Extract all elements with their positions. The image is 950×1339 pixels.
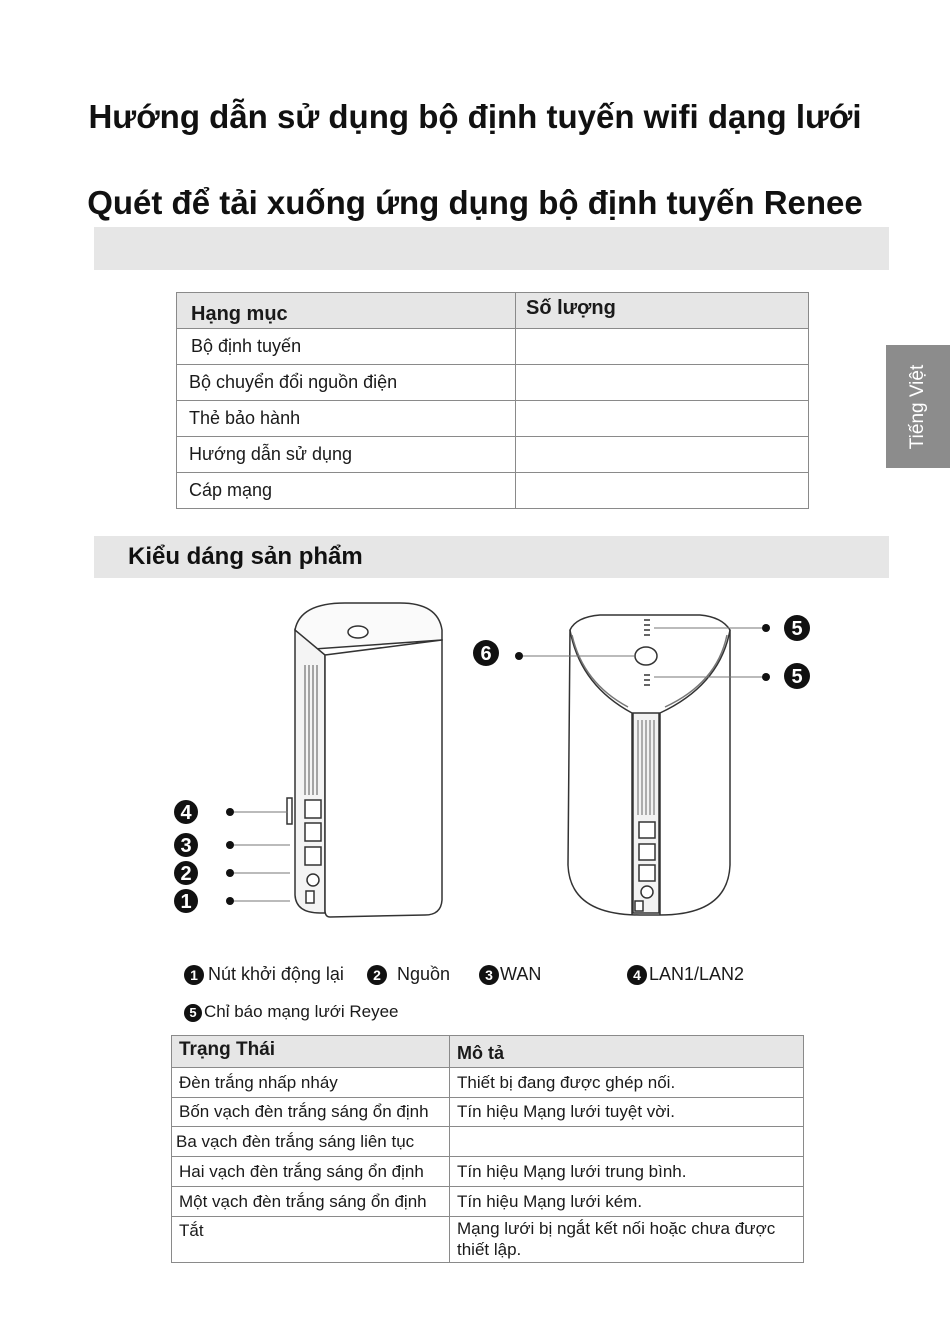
callout-5-badge: 5: [184, 1004, 202, 1022]
contents-header-qty: Số lượng: [516, 293, 809, 329]
legend-label-reset: Nút khởi động lại: [208, 964, 344, 984]
legend-item-1: [184, 964, 344, 985]
table-cell: Cáp mạng: [177, 473, 516, 509]
table-cell: [516, 437, 809, 473]
status-header-desc: Mô tả: [450, 1036, 804, 1068]
callout-3-badge: 3: [479, 965, 499, 985]
table-cell: [516, 365, 809, 401]
callout-2-label: 2: [180, 863, 192, 885]
table-cell: [450, 1127, 804, 1157]
table-cell: [516, 473, 809, 509]
table-cell: Đèn trắng nhấp nháy: [172, 1068, 450, 1098]
callout-4-label: 4: [180, 802, 192, 824]
callout-3-label: 3: [180, 835, 192, 857]
router-illustration: [0, 595, 950, 935]
legend-item-5: [184, 1002, 399, 1022]
language-tab-label: Tiếng Việt: [907, 364, 928, 449]
table-cell: Tín hiệu Mạng lưới trung bình.: [450, 1157, 804, 1187]
legend-label-indicator: Chỉ báo mạng lưới Reyee: [204, 1002, 399, 1021]
page-title: Hướng dẫn sử dụng bộ định tuyến wifi dạng lưới: [88, 98, 862, 135]
table-cell: Bộ định tuyến: [177, 329, 516, 365]
table-cell: Mạng lưới bị ngắt kết nối hoặc chưa được thiết lập.: [450, 1217, 804, 1263]
callout-6-label: 6: [480, 643, 492, 665]
table-cell: Thẻ bảo hành: [177, 401, 516, 437]
table-cell: Tắt: [172, 1217, 450, 1263]
table-cell: Tín hiệu Mạng lưới tuyệt vời.: [450, 1098, 804, 1127]
table-cell: [516, 329, 809, 365]
table-cell: [516, 401, 809, 437]
callout-1-badge: 1: [184, 965, 204, 985]
legend-item-2: [367, 964, 450, 985]
contents-table: [176, 292, 809, 509]
callout-5-top-label: 5: [791, 618, 803, 640]
table-cell: Hướng dẫn sử dụng: [177, 437, 516, 473]
callout-1-label: 1: [180, 891, 192, 913]
callout-2-badge: 2: [367, 965, 387, 985]
status-header-state: Trạng Thái: [172, 1036, 450, 1068]
header-band: [94, 227, 889, 270]
table-cell: Một vạch đèn trắng sáng ổn định: [172, 1187, 450, 1217]
legend-item-3: [479, 964, 541, 985]
legend-label-wan: WAN: [500, 964, 542, 984]
status-table: [171, 1035, 804, 1263]
table-cell: Bốn vạch đèn trắng sáng ổn định: [172, 1098, 450, 1127]
table-cell: Thiết bị đang được ghép nối.: [450, 1068, 804, 1098]
table-cell: Ba vạch đèn trắng sáng liên tục: [172, 1127, 450, 1157]
router-side-view: [226, 603, 442, 917]
legend-label-power: Nguồn: [397, 964, 451, 984]
language-tab[interactable]: [886, 345, 950, 468]
legend-label-lan: LAN1/LAN2: [649, 964, 745, 984]
legend-item-4: [627, 964, 744, 985]
callout-4-badge: 4: [627, 965, 647, 985]
table-cell: Bộ chuyển đổi nguồn điện: [177, 365, 516, 401]
callout-5-bottom-label: 5: [791, 666, 803, 688]
router-front-view: [515, 615, 770, 915]
section-title-product: Kiểu dáng sản phẩm: [128, 543, 363, 570]
contents-header-item: Hạng mục: [177, 293, 516, 329]
table-cell: Hai vạch đèn trắng sáng ổn định: [172, 1157, 450, 1187]
page-subtitle: Quét để tải xuống ứng dụng bộ định tuyến Renee: [87, 184, 863, 221]
table-cell: Tín hiệu Mạng lưới kém.: [450, 1187, 804, 1217]
